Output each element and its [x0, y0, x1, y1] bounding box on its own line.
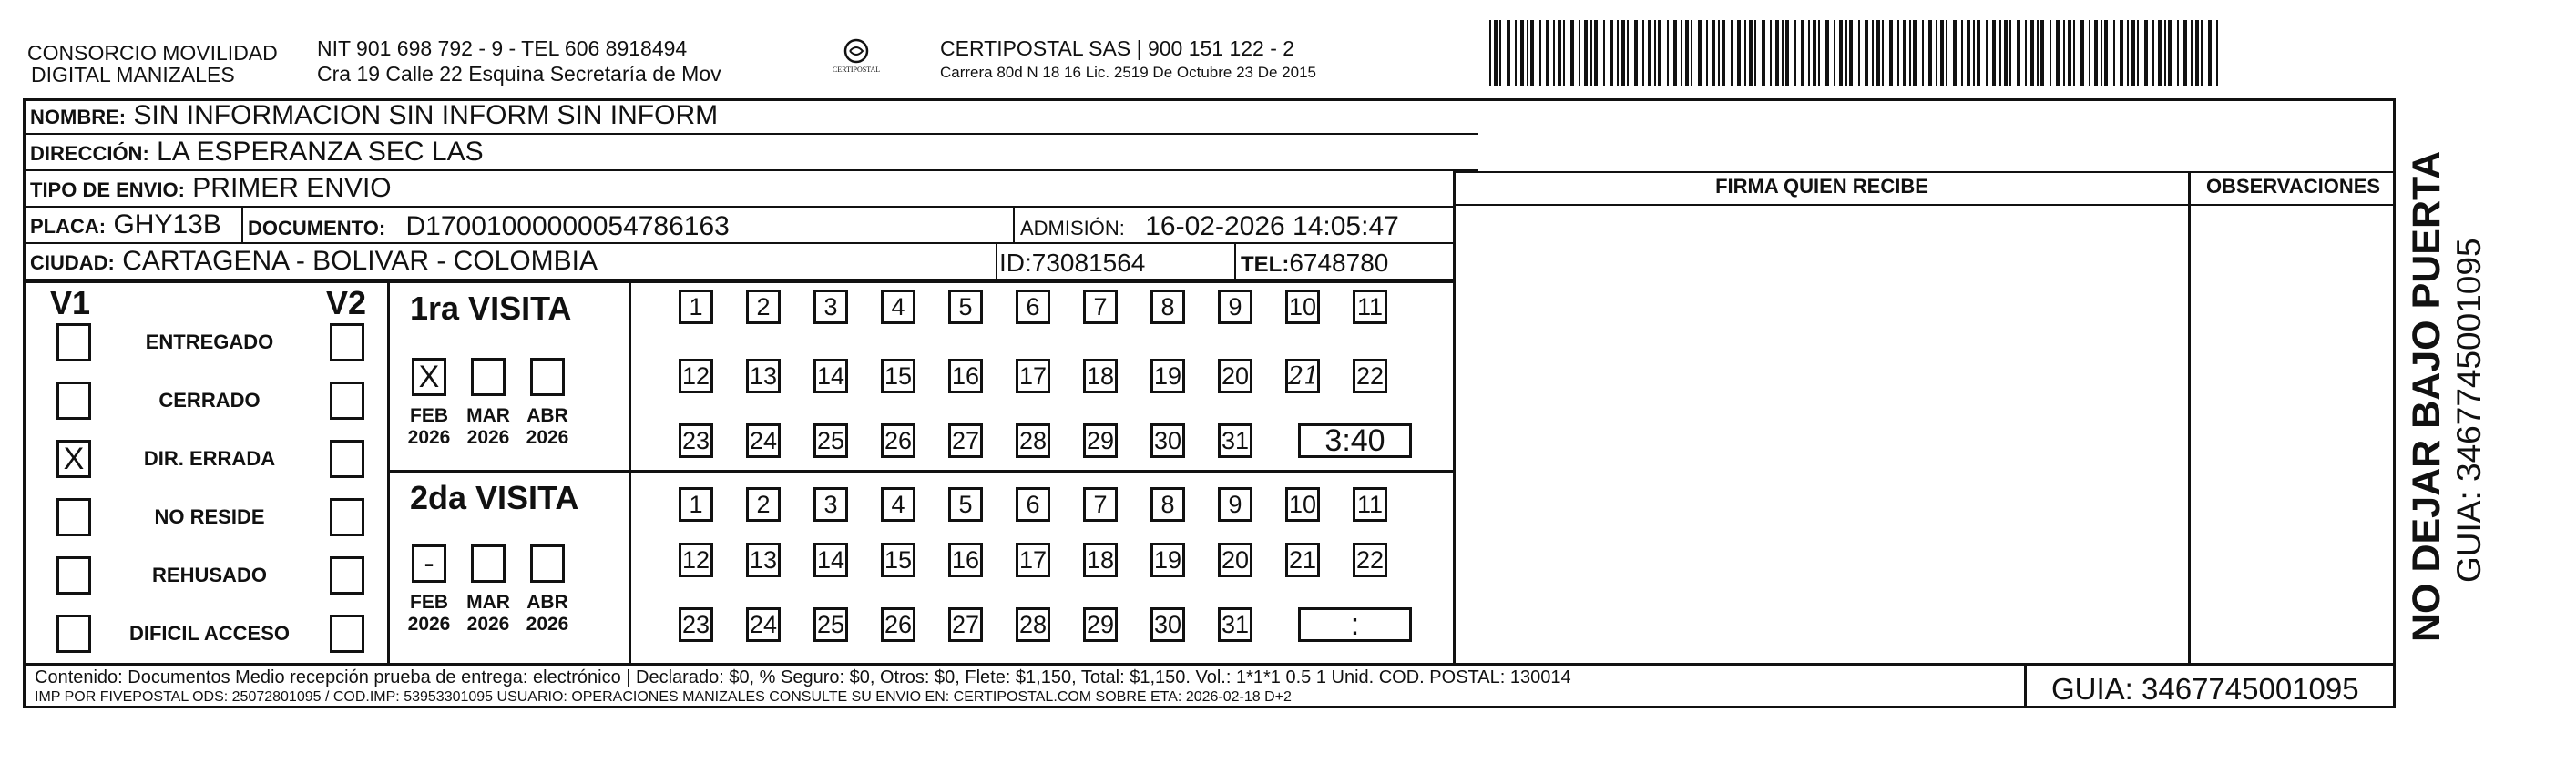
barcode-bar: [1648, 20, 1651, 86]
v2-checkbox[interactable]: [330, 556, 364, 595]
status-label: ENTREGADO: [145, 331, 274, 353]
barcode-bar: [1499, 20, 1501, 86]
day-box[interactable]: 28: [1016, 607, 1050, 642]
month-checkbox[interactable]: [471, 544, 506, 583]
month-checkbox[interactable]: -: [412, 544, 446, 583]
barcode-bar: [2201, 20, 2203, 86]
barcode-bar: [2208, 20, 2212, 86]
barcode-bar: [1530, 20, 1534, 86]
day-box[interactable]: 26: [881, 607, 915, 642]
barcode-bar: [1876, 20, 1880, 86]
barcode-bar: [1872, 20, 1874, 86]
barcode-bar: [1913, 20, 1917, 86]
barcode-bar: [1667, 20, 1669, 86]
day-box[interactable]: 1: [679, 487, 713, 522]
barcode-bar: [1858, 20, 1860, 86]
day-box[interactable]: 29: [1083, 423, 1118, 458]
day-box[interactable]: 30: [1150, 423, 1185, 458]
direccion-row: [23, 135, 1478, 171]
company-name-line1: CONSORCIO MOVILIDAD: [27, 41, 278, 65]
barcode-bar: [1775, 20, 1779, 86]
barcode-bar: [2004, 20, 2008, 86]
barcode-bar: [1681, 20, 1682, 86]
barcode-bar: [1515, 20, 1517, 86]
day-box[interactable]: 25: [813, 607, 848, 642]
barcode-bar: [2030, 20, 2034, 86]
v2-checkbox[interactable]: [330, 498, 364, 536]
barcode-bar: [2089, 20, 2090, 86]
day-box[interactable]: 25: [813, 423, 848, 458]
barcode-bar: [1584, 20, 1588, 86]
day-box[interactable]: 11: [1353, 290, 1387, 324]
day-box[interactable]: 26: [881, 423, 915, 458]
tipo-row: [23, 171, 1455, 208]
day-box[interactable]: 13: [746, 359, 781, 393]
month-year: 2026: [466, 427, 510, 448]
barcode-bar: [1520, 20, 1524, 86]
barcode-bar: [2025, 20, 2027, 86]
logo-text: CERTIPOSTAL: [832, 66, 881, 74]
barcode-bar: [2191, 20, 2193, 86]
status-label: REHUSADO: [152, 564, 267, 586]
barcode-bar: [1909, 20, 1911, 86]
barcode-bar: [2120, 20, 2123, 86]
day-box[interactable]: 7: [1083, 290, 1118, 324]
barcode-bar: [1527, 20, 1528, 86]
barcode-bar: [1489, 20, 1491, 86]
placa-value: GHY13B: [113, 209, 221, 239]
day-box[interactable]: 23: [679, 607, 713, 642]
barcode-bar: [1845, 20, 1847, 86]
v2-checkbox[interactable]: [330, 440, 364, 478]
day-box[interactable]: 17: [1016, 359, 1050, 393]
direccion-value: LA ESPERANZA SEC LAS: [157, 137, 484, 167]
day-box[interactable]: 21: [1285, 359, 1320, 393]
day-box[interactable]: 22: [1353, 543, 1387, 577]
day-box[interactable]: 24: [746, 607, 781, 642]
barcode-bar: [1558, 20, 1561, 86]
status-label: DIR. ERRADA: [143, 447, 276, 470]
nit-line: NIT 901 698 792 - 9 - TEL 606 8918494: [317, 36, 688, 60]
barcode-bar: [2040, 20, 2044, 86]
firma-header: FIRMA QUIEN RECIBE: [1715, 175, 1928, 198]
v1-checkbox[interactable]: X: [56, 440, 91, 478]
barcode-bar: [1494, 20, 1498, 86]
barcode-bar: [1928, 20, 1932, 86]
day-box[interactable]: 14: [813, 543, 848, 577]
barcode-bar: [1903, 20, 1906, 86]
barcode-bar: [1507, 20, 1510, 86]
day-box[interactable]: 4: [881, 487, 915, 522]
day-box[interactable]: 8: [1150, 290, 1185, 324]
barcode-bar: [1785, 20, 1789, 86]
barcode-bar: [1621, 20, 1625, 86]
barcode-bar: [1865, 20, 1868, 86]
barcode-bar: [1999, 20, 2001, 86]
barcode-bar: [1889, 20, 1893, 86]
day-box[interactable]: 14: [813, 359, 848, 393]
barcode-bar: [1762, 20, 1765, 86]
barcode-bar: [1839, 20, 1843, 86]
barcode-bar: [1754, 20, 1756, 86]
day-box[interactable]: 6: [1016, 290, 1050, 324]
observaciones-header: OBSERVACIONES: [2205, 175, 2381, 198]
day-box[interactable]: 15: [881, 543, 915, 577]
day-box[interactable]: 31: [1218, 607, 1252, 642]
barcode-bar: [1973, 20, 1975, 86]
day-box[interactable]: 9: [1218, 487, 1252, 522]
barcode-bar: [1818, 20, 1820, 86]
barcode-bar: [1706, 20, 1708, 86]
barcode-bar: [2050, 20, 2051, 86]
barcode-bar: [2144, 20, 2148, 86]
day-box[interactable]: 4: [881, 290, 915, 324]
contenido-text: Contenido: Documentos Medio recepción prueba de entrega: electrónico | Declarado: $0, % Seguro: $0, Otros: $0, Flete: $1,150, Total: $1,150. Vol.: 1*1*1 0.5 1 Unid. COD. POSTAL: 130014: [35, 667, 1571, 687]
day-box[interactable]: 9: [1218, 290, 1252, 324]
barcode-bar: [2137, 20, 2139, 86]
second-visit-title: 2da VISITA: [410, 479, 579, 516]
barcode-bar: [1813, 20, 1816, 86]
barcode-bar: [2152, 20, 2154, 86]
barcode-bar: [2037, 20, 2039, 86]
day-box[interactable]: 10: [1285, 487, 1320, 522]
day-box[interactable]: 16: [948, 359, 983, 393]
barcode-bar: [2068, 20, 2071, 86]
direccion-label: DIRECCIÓN:: [30, 142, 149, 165]
v2-checkbox[interactable]: [330, 615, 364, 653]
day-box[interactable]: 19: [1150, 543, 1185, 577]
barcode-bar: [2113, 20, 2115, 86]
barcode-bar: [1849, 20, 1853, 86]
barcode-bar: [1685, 20, 1689, 86]
v2-checkbox[interactable]: [330, 323, 364, 361]
barcode-bar: [1737, 20, 1741, 86]
month-year: 2026: [526, 614, 569, 635]
day-box[interactable]: 27: [948, 607, 983, 642]
status-label: DIFICIL ACCESO: [128, 622, 290, 645]
barcode-bar: [2094, 20, 2098, 86]
day-box[interactable]: 31: [1218, 423, 1252, 458]
day-box[interactable]: 17: [1016, 543, 1050, 577]
first-visit-title: 1ra VISITA: [410, 290, 572, 327]
admision-cell: [1020, 211, 1399, 244]
documento-cell: [248, 211, 730, 244]
day-box[interactable]: 10: [1285, 290, 1320, 324]
day-box[interactable]: 20: [1218, 359, 1252, 393]
barcode-bar: [1808, 20, 1810, 86]
month-checkbox[interactable]: [471, 358, 506, 396]
time-box[interactable]: 3:40: [1298, 423, 1412, 458]
time-box[interactable]: :: [1298, 607, 1412, 642]
barcode-bar: [2164, 20, 2166, 86]
month-checkbox[interactable]: [530, 544, 565, 583]
barcode-bar: [2158, 20, 2162, 86]
v1-checkbox[interactable]: [56, 615, 91, 653]
barcode-bar: [1825, 20, 1829, 86]
barcode-bar: [1570, 20, 1574, 86]
day-box[interactable]: 2: [746, 487, 781, 522]
status-label: CERRADO: [158, 389, 261, 412]
barcode-bar: [2195, 20, 2199, 86]
barcode-bar: [1770, 20, 1772, 86]
documento-value: D17001000000054786163: [405, 211, 730, 241]
documento-label: DOCUMENTO:: [248, 217, 386, 239]
ciudad-label: CIUDAD:: [30, 251, 115, 274]
tipo-value: PRIMER ENVIO: [192, 173, 392, 203]
day-box[interactable]: 5: [948, 290, 983, 324]
carrier-line2: Carrera 80d N 18 16 Lic. 2519 De Octubre 23 De 2015: [940, 64, 1316, 81]
v1-checkbox[interactable]: [56, 556, 91, 595]
barcode-bar: [2017, 20, 2020, 86]
month-year: 2026: [526, 427, 569, 448]
barcode-bar: [1590, 20, 1592, 86]
day-box[interactable]: 18: [1083, 359, 1118, 393]
barcode-bar: [1539, 20, 1541, 86]
day-box[interactable]: 7: [1083, 487, 1118, 522]
barcode: [1489, 20, 2227, 86]
id-label: ID:: [999, 249, 1032, 277]
admision-label: ADMISIÓN:: [1020, 217, 1125, 239]
id-cell: [999, 248, 1145, 279]
day-box[interactable]: 8: [1150, 487, 1185, 522]
day-box[interactable]: 21: [1285, 543, 1320, 577]
nombre-value: SIN INFORMACION SIN INFORM SIN INFORM: [133, 100, 719, 130]
barcode-bar: [1897, 20, 1899, 86]
day-box[interactable]: 18: [1083, 543, 1118, 577]
v1-header: V1: [50, 284, 91, 321]
day-box[interactable]: 16: [948, 543, 983, 577]
day-box[interactable]: 12: [679, 359, 713, 393]
barcode-bar: [2101, 20, 2102, 86]
month-name: ABR: [526, 592, 568, 613]
placa-label: PLACA:: [30, 215, 107, 238]
barcode-bar: [1712, 20, 1715, 86]
barcode-bar: [1634, 20, 1638, 86]
barcode-bar: [1594, 20, 1598, 86]
day-box[interactable]: 2: [746, 290, 781, 324]
v1-checkbox[interactable]: [56, 498, 91, 536]
barcode-bar: [1627, 20, 1629, 86]
barcode-bar: [2216, 20, 2218, 86]
day-box[interactable]: 19: [1150, 359, 1185, 393]
barcode-bar: [1718, 20, 1720, 86]
month-name: MAR: [466, 592, 510, 613]
status-label: NO RESIDE: [154, 505, 265, 528]
v2-header: V2: [326, 284, 367, 321]
day-box[interactable]: 30: [1150, 607, 1185, 642]
month-name: FEB: [410, 405, 448, 426]
barcode-bar: [2183, 20, 2187, 86]
barcode-bar: [1986, 20, 1988, 86]
barcode-bar: [2131, 20, 2135, 86]
admision-value: 16-02-2026 14:05:47: [1145, 211, 1399, 241]
barcode-bar: [1749, 20, 1753, 86]
certipostal-logo: [824, 36, 888, 82]
barcode-bar: [1658, 20, 1661, 86]
barcode-bar: [1922, 20, 1924, 86]
barcode-bar: [2056, 20, 2060, 86]
logo-icon: [824, 36, 888, 82]
tipo-label: TIPO DE ENVIO:: [30, 178, 185, 201]
day-box[interactable]: 20: [1218, 543, 1252, 577]
month-year: 2026: [407, 427, 451, 448]
barcode-bar: [1546, 20, 1549, 86]
day-box[interactable]: 15: [881, 359, 915, 393]
barcode-bar: [2104, 20, 2108, 86]
day-box[interactable]: 13: [746, 543, 781, 577]
barcode-bar: [1801, 20, 1804, 86]
barcode-bar: [2127, 20, 2129, 86]
day-box[interactable]: 11: [1353, 487, 1387, 522]
barcode-bar: [1940, 20, 1944, 86]
barcode-bar: [2063, 20, 2065, 86]
tel-value: 6748780: [1289, 249, 1389, 277]
barcode-bar: [1961, 20, 1963, 86]
month-checkbox[interactable]: X: [412, 358, 446, 396]
barcode-bar: [2177, 20, 2179, 86]
barcode-bar: [1603, 20, 1605, 86]
barcode-bar: [1563, 20, 1565, 86]
id-value: 73081564: [1031, 249, 1146, 277]
day-box[interactable]: 22: [1353, 359, 1387, 393]
day-box[interactable]: 1: [679, 290, 713, 324]
side-guia: GUIA: 3467745001095: [2450, 238, 2488, 583]
barcode-bar: [1642, 20, 1644, 86]
day-box[interactable]: 3: [813, 487, 848, 522]
barcode-bar: [2168, 20, 2172, 86]
month-name: FEB: [410, 592, 448, 613]
barcode-bar: [1691, 20, 1692, 86]
barcode-bar: [1744, 20, 1746, 86]
address-line: Cra 19 Calle 22 Esquina Secretaría de Mov: [317, 62, 721, 86]
observaciones-area[interactable]: [2192, 208, 2394, 661]
barcode-bar: [1967, 20, 1970, 86]
day-box[interactable]: 3: [813, 290, 848, 324]
barcode-bar: [1553, 20, 1555, 86]
barcode-bar: [1610, 20, 1613, 86]
barcode-bar: [1654, 20, 1656, 86]
barcode-bar: [1782, 20, 1784, 86]
no-dejar-warning: NO DEJAR BAJO PUERTA: [2405, 150, 2448, 642]
v1-checkbox[interactable]: [56, 382, 91, 420]
carrier-line1: CERTIPOSTAL SAS | 900 151 122 - 2: [940, 36, 1295, 60]
day-box[interactable]: 29: [1083, 607, 1118, 642]
barcode-bar: [2009, 20, 2011, 86]
day-box[interactable]: 27: [948, 423, 983, 458]
barcode-bar: [1834, 20, 1835, 86]
tel-cell: [1241, 248, 1388, 280]
barcode-bar: [2080, 20, 2084, 86]
day-box[interactable]: 12: [679, 543, 713, 577]
month-checkbox[interactable]: [530, 358, 565, 396]
day-box[interactable]: 28: [1016, 423, 1050, 458]
barcode-bar: [1946, 20, 1947, 86]
imp-text: IMP POR FIVEPOSTAL ODS: 25072801095 / COD.IMP: 53953301095 USUARIO: OPERACIONES MANIZALES CONSULTE SU ENVIO EN: CERTIPOSTAL.COM SOBRE ETA: 2026-02-18 D+2: [35, 689, 1292, 705]
barcode-bar: [2073, 20, 2075, 86]
barcode-bar: [1673, 20, 1677, 86]
v2-checkbox[interactable]: [330, 382, 364, 420]
v1-checkbox[interactable]: [56, 323, 91, 361]
day-box[interactable]: 24: [746, 423, 781, 458]
day-box[interactable]: 6: [1016, 487, 1050, 522]
day-box[interactable]: 23: [679, 423, 713, 458]
barcode-bar: [1698, 20, 1702, 86]
barcode-bar: [1936, 20, 1937, 86]
footer-guia: GUIA: 3467745001095: [2051, 672, 2359, 706]
barcode-bar: [1992, 20, 1996, 86]
tel-label: TEL:: [1241, 252, 1290, 277]
month-year: 2026: [466, 614, 510, 635]
month-name: ABR: [526, 405, 568, 426]
barcode-bar: [1617, 20, 1619, 86]
nombre-row: [23, 98, 1478, 135]
signature-area[interactable]: [1457, 208, 2186, 661]
day-box[interactable]: 5: [948, 487, 983, 522]
ciudad-value: CARTAGENA - BOLIVAR - COLOMBIA: [122, 246, 598, 276]
barcode-bar: [1953, 20, 1957, 86]
barcode-bar: [1977, 20, 1980, 86]
month-year: 2026: [407, 614, 451, 635]
barcode-bar: [1731, 20, 1733, 86]
nombre-label: NOMBRE:: [30, 106, 127, 128]
barcode-bar: [1794, 20, 1796, 86]
barcode-bar: [1579, 20, 1580, 86]
barcode-bar: [1882, 20, 1884, 86]
barcode-bar: [1722, 20, 1725, 86]
company-name-line2: DIGITAL MANIZALES: [31, 63, 235, 86]
month-name: MAR: [466, 405, 510, 426]
